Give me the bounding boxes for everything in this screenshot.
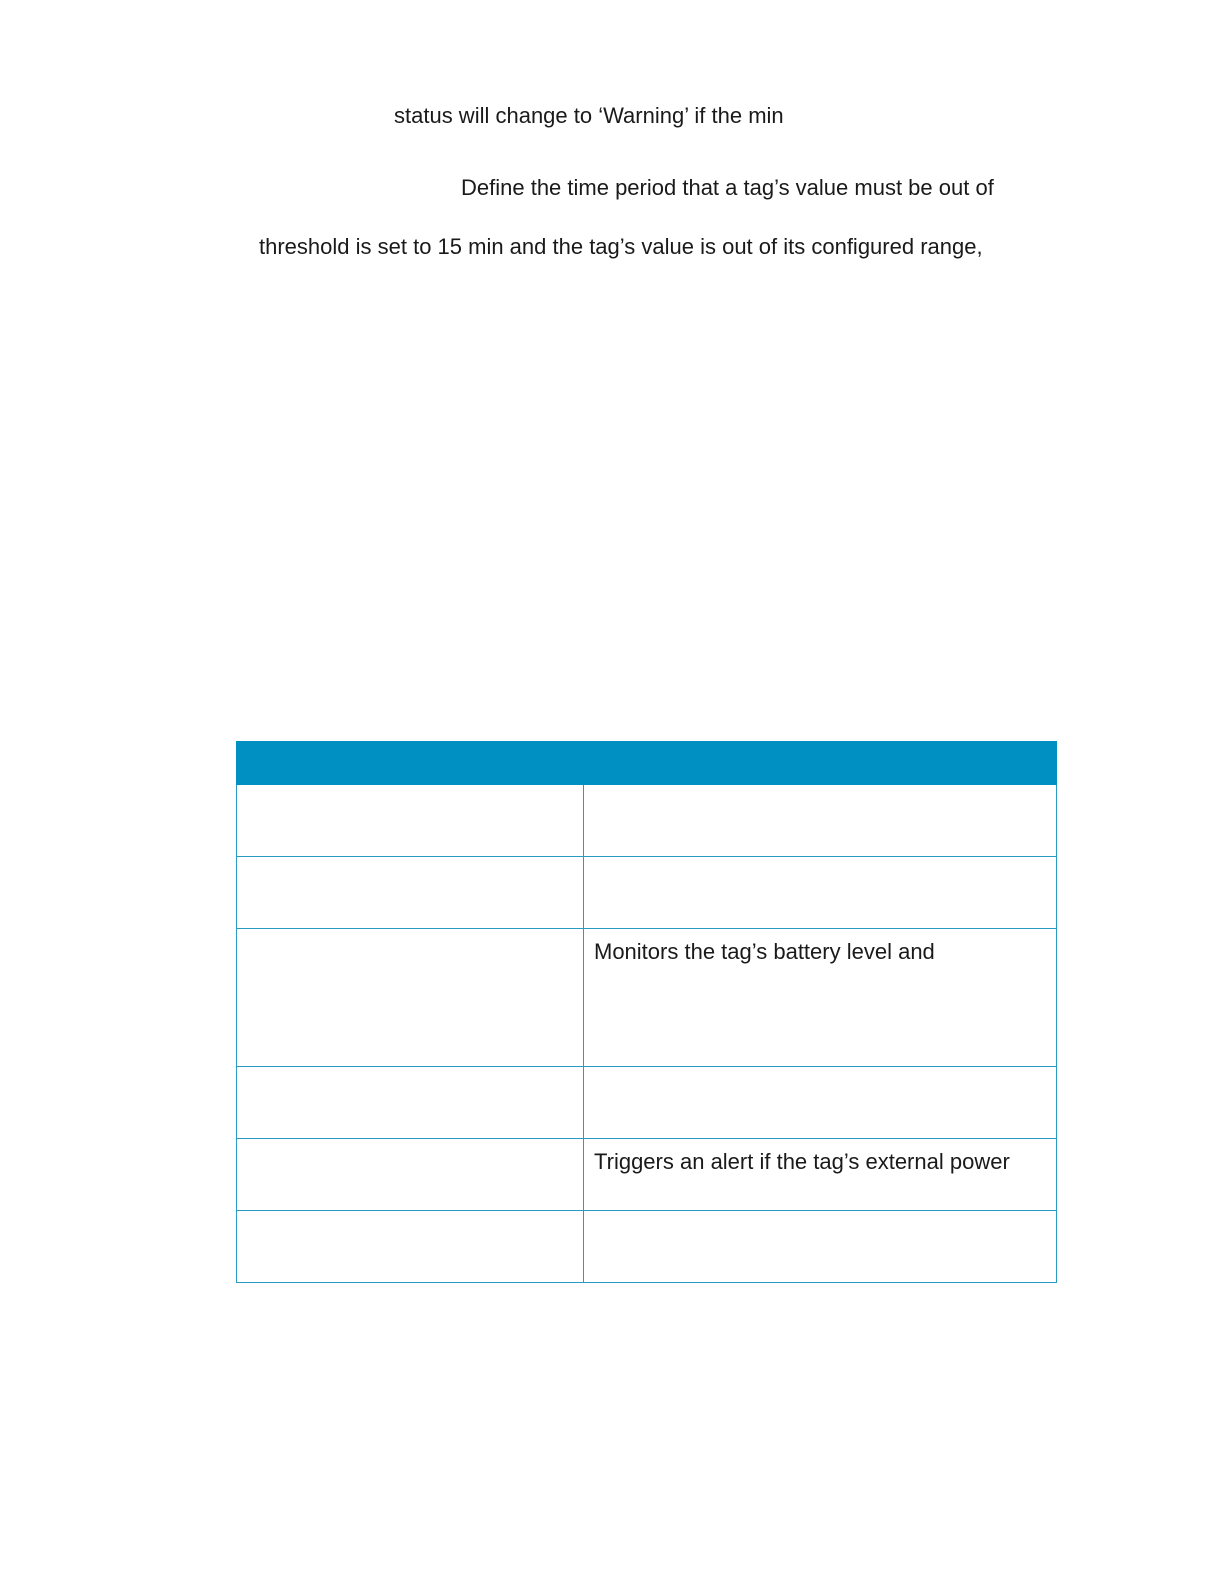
table-cell-setting <box>237 1211 584 1283</box>
paragraph-line-threshold-example: threshold is set to 15 min and the tag’s value is out of its configured range, <box>259 234 983 259</box>
paragraph-line-define-time-period: Define the time period that a tag’s value must be out of <box>461 175 994 200</box>
table-header-row <box>237 742 1057 785</box>
table-cell-description: Triggers an alert if the tag’s external power <box>584 1139 1057 1211</box>
table-row <box>237 1139 1057 1211</box>
settings-table <box>236 741 1057 1283</box>
table-cell-setting <box>237 1139 584 1211</box>
table-cell-description: Monitors the tag’s battery level and <box>584 929 1057 1067</box>
table-cell-setting <box>237 1067 584 1139</box>
table-header-cell-2 <box>584 742 1057 785</box>
table-row <box>237 1067 1057 1139</box>
table-cell-description <box>584 857 1057 929</box>
table-cell-description <box>584 1067 1057 1139</box>
table-cell-setting <box>237 857 584 929</box>
table-row <box>237 785 1057 857</box>
table-row <box>237 929 1057 1067</box>
table-row <box>237 857 1057 929</box>
table-cell-description <box>584 1211 1057 1283</box>
table-cell-description <box>584 785 1057 857</box>
table-header-cell-1 <box>237 742 584 785</box>
paragraph-line-status-warning: status will change to ‘Warning’ if the min <box>394 103 784 128</box>
table-row <box>237 1211 1057 1283</box>
table-cell-setting <box>237 785 584 857</box>
table-cell-setting <box>237 929 584 1067</box>
